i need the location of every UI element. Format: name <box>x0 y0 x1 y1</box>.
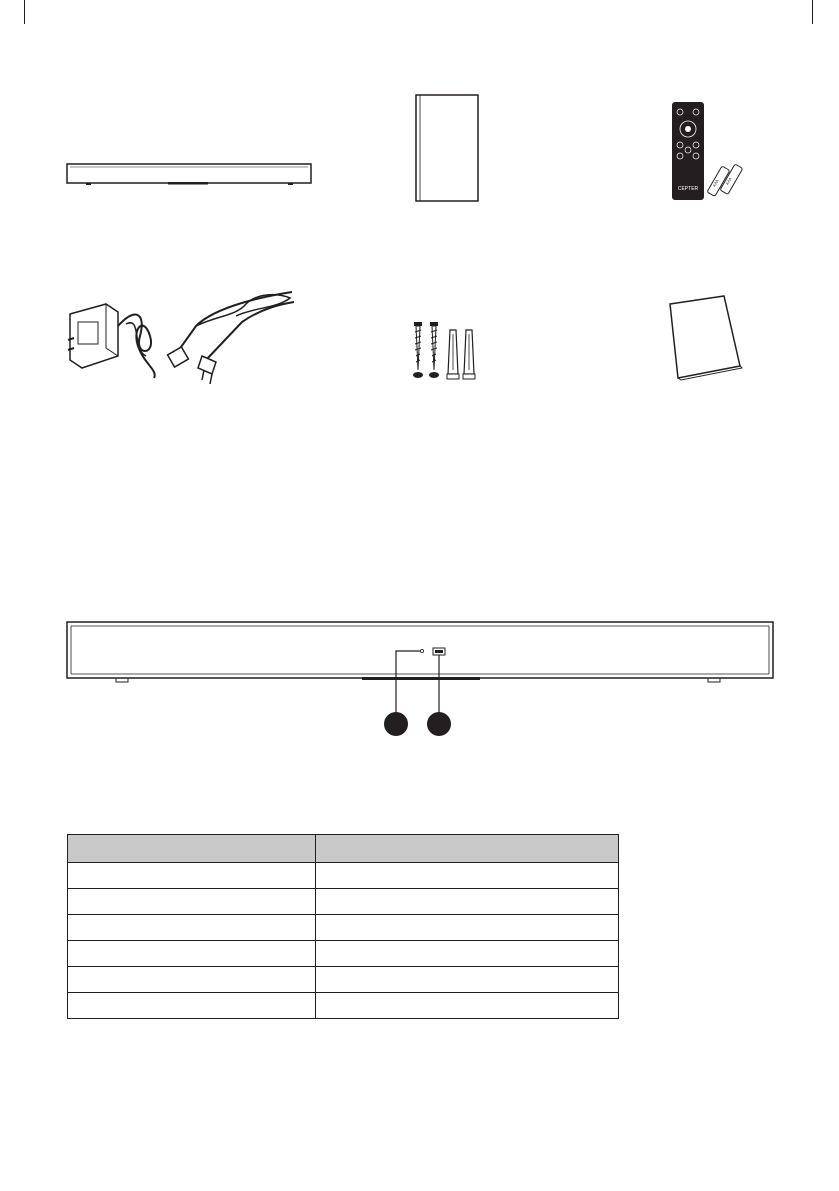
table-cell <box>68 889 316 915</box>
crop-mark-left <box>24 0 25 24</box>
table-row <box>68 941 619 967</box>
table-row <box>68 967 619 993</box>
table-cell <box>68 941 316 967</box>
table-cell <box>68 915 316 941</box>
table-row <box>68 889 619 915</box>
parts-table <box>67 834 619 1019</box>
manual-illustration <box>664 294 744 382</box>
table-row <box>68 993 619 1019</box>
screws-illustration <box>410 320 482 382</box>
crop-mark-right <box>812 0 813 24</box>
power-adapter-illustration <box>66 286 298 386</box>
battery-label-2: AAA <box>724 176 733 186</box>
table-cell <box>316 889 619 915</box>
table-cell <box>68 967 316 993</box>
table-cell <box>316 967 619 993</box>
table-row <box>68 863 619 889</box>
table-header-cell <box>68 835 316 863</box>
remote-brand-text: CEPTER <box>677 186 699 192</box>
table-row <box>68 915 619 941</box>
remote-illustration <box>670 100 756 202</box>
table-cell <box>316 915 619 941</box>
soundbar-diagram <box>66 620 776 740</box>
soundbar-illustration <box>66 160 314 190</box>
battery-label-1: AAA <box>711 178 720 188</box>
table-cell <box>316 941 619 967</box>
table-header-row <box>68 835 619 863</box>
callout-1 <box>384 712 408 736</box>
callout-2 <box>427 712 451 736</box>
booklet-illustration <box>414 93 480 203</box>
table-cell <box>68 993 316 1019</box>
table-header-cell <box>316 835 619 863</box>
table-cell <box>316 863 619 889</box>
table-cell <box>68 863 316 889</box>
table-cell <box>316 993 619 1019</box>
